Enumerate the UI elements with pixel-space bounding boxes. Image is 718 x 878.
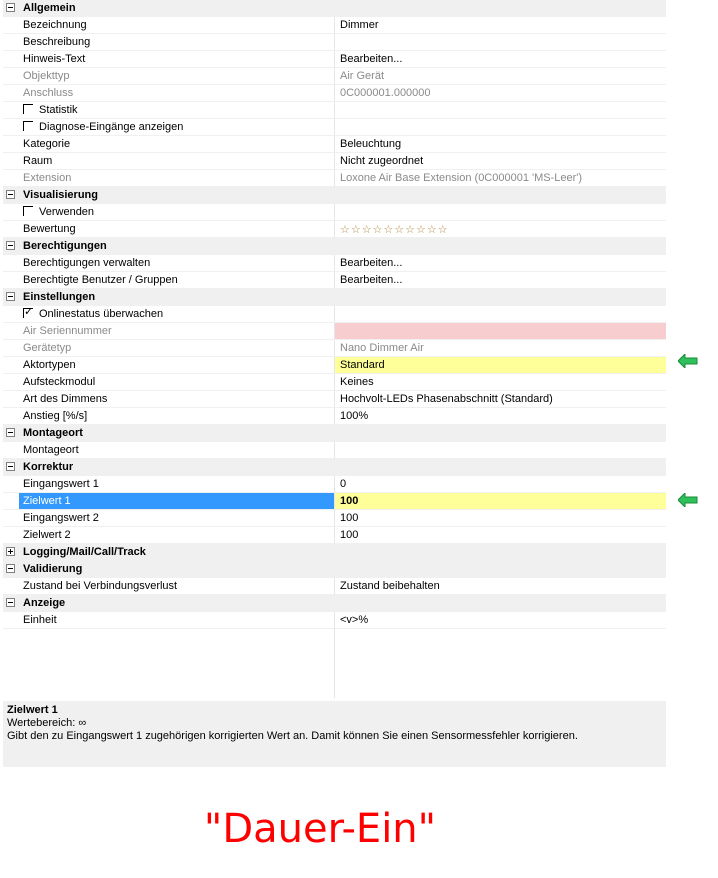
category-montageort[interactable] (3, 425, 666, 442)
property-row-onlinestatus-überwachen[interactable] (3, 306, 666, 323)
property-label-text: Zielwert 1 (23, 495, 71, 507)
property-label-text: Extension (23, 172, 72, 184)
property-label (19, 17, 334, 33)
category-visualisierung[interactable] (3, 187, 666, 204)
property-label-text: Verwenden (39, 206, 95, 218)
property-value[interactable]: 100 (334, 510, 666, 526)
property-row-diagnose-eingänge-anzeigen[interactable] (3, 119, 666, 136)
property-label (19, 391, 334, 407)
property-label (19, 323, 334, 339)
property-value[interactable]: Bearbeiten... (334, 272, 666, 288)
checkbox[interactable] (23, 308, 33, 318)
property-grid (3, 0, 666, 629)
category-title: Anzeige (23, 597, 66, 609)
category-korrektur[interactable] (3, 459, 666, 476)
property-label (19, 340, 334, 356)
property-label-text: Raum (23, 155, 53, 167)
property-value[interactable] (334, 102, 666, 118)
collapse-icon[interactable] (6, 190, 15, 199)
property-label-text: Eingangswert 2 (23, 512, 99, 524)
property-label-text: Statistik (39, 104, 78, 116)
category-title: Allgemein (23, 2, 76, 14)
checkbox[interactable] (23, 206, 33, 216)
property-label (19, 119, 334, 135)
collapse-icon[interactable] (6, 598, 15, 607)
property-value[interactable]: Standard (334, 357, 666, 373)
property-value (334, 323, 666, 339)
category-allgemein[interactable] (3, 0, 666, 17)
green-arrow-icon (678, 493, 698, 507)
property-label-text: Anstieg [%/s] (23, 410, 88, 422)
property-row-art-des-dimmens[interactable] (3, 391, 666, 408)
property-value[interactable]: 100 (334, 493, 666, 509)
property-label-text: Art des Dimmens (23, 393, 108, 405)
property-row-statistik[interactable] (3, 102, 666, 119)
property-row-zielwert-2[interactable] (3, 527, 666, 544)
property-row-gerätetyp[interactable] (3, 340, 666, 357)
category-anzeige[interactable] (3, 595, 666, 612)
rating-stars-icon[interactable]: ☆☆☆☆☆☆☆☆☆☆ (340, 224, 449, 236)
property-value[interactable]: Beleuchtung (334, 136, 666, 152)
expand-icon[interactable] (6, 547, 15, 556)
property-value[interactable]: 100 (334, 527, 666, 543)
property-label-text: Aufsteckmodul (23, 376, 96, 388)
property-label (19, 221, 334, 237)
property-label-text: Objekttyp (23, 70, 70, 82)
property-label (19, 51, 334, 67)
property-label-text: Zielwert 2 (23, 529, 71, 541)
property-label (19, 493, 334, 509)
property-label-text: Aktortypen (23, 359, 76, 371)
help-title: Zielwert 1 (7, 704, 58, 716)
property-row-beschreibung[interactable] (3, 34, 666, 51)
property-label (19, 510, 334, 526)
property-value[interactable]: 100% (334, 408, 666, 424)
property-label (19, 34, 334, 50)
property-row-anstieg-s[interactable] (3, 408, 666, 425)
property-value[interactable] (334, 34, 666, 50)
property-row-zustand-bei-verbindungsverlust[interactable] (3, 578, 666, 595)
property-label-text: Zustand bei Verbindungsverlust (23, 580, 178, 592)
green-arrow-icon (678, 354, 698, 368)
property-row-objekttyp[interactable] (3, 68, 666, 85)
property-value[interactable]: Hochvolt-LEDs Phasenabschnitt (Standard) (334, 391, 666, 407)
property-row-aufsteckmodul[interactable] (3, 374, 666, 391)
collapse-icon[interactable] (6, 428, 15, 437)
category-validierung[interactable] (3, 561, 666, 578)
property-row-berechtigte-benutzer-gruppen[interactable] (3, 272, 666, 289)
collapse-icon[interactable] (6, 292, 15, 301)
property-label-text: Bezeichnung (23, 19, 87, 31)
property-value[interactable]: Bearbeiten... (334, 51, 666, 67)
category-title: Logging/Mail/Call/Track (23, 546, 146, 558)
category-title: Visualisierung (23, 189, 98, 201)
property-label-text: Berechtigte Benutzer / Gruppen (23, 274, 178, 286)
property-value[interactable] (334, 204, 666, 220)
property-value[interactable] (334, 119, 666, 135)
property-label-text: Air Seriennummer (23, 325, 112, 337)
property-label-text: Anschluss (23, 87, 74, 99)
property-label-text: Beschreibung (23, 36, 91, 48)
property-row-aktortypen[interactable] (3, 357, 666, 374)
property-row-berechtigungen-verwalten[interactable] (3, 255, 666, 272)
caption-text: "Dauer-Ein" (203, 806, 437, 852)
property-value[interactable]: Zustand beibehalten (334, 578, 666, 594)
property-row-extension[interactable] (3, 170, 666, 187)
property-label (19, 153, 334, 169)
property-label (19, 578, 334, 594)
property-label-text: Kategorie (23, 138, 71, 150)
checkbox[interactable] (23, 104, 33, 114)
checkbox[interactable] (23, 121, 33, 131)
property-label (19, 306, 334, 322)
property-label-text: Diagnose-Eingänge anzeigen (39, 121, 184, 133)
property-value[interactable]: Bearbeiten... (334, 255, 666, 271)
help-range: Wertebereich: ∞ (7, 717, 87, 729)
property-value[interactable] (334, 306, 666, 322)
property-row-montageort[interactable] (3, 442, 666, 459)
property-label (19, 255, 334, 271)
property-label (19, 476, 334, 492)
property-label (19, 442, 334, 458)
property-label (19, 204, 334, 220)
property-label (19, 136, 334, 152)
property-value[interactable] (334, 221, 666, 237)
property-row-bezeichnung[interactable] (3, 17, 666, 34)
property-row-einheit[interactable] (3, 612, 666, 629)
property-label-text: Einheit (23, 614, 57, 626)
property-row-raum[interactable] (3, 153, 666, 170)
category-title: Einstellungen (23, 291, 96, 303)
property-label (19, 102, 334, 118)
property-label-text: Gerätetyp (23, 342, 72, 354)
property-value[interactable]: Nicht zugeordnet (334, 153, 666, 169)
category-title: Validierung (23, 563, 83, 575)
property-label (19, 68, 334, 84)
category-title: Korrektur (23, 461, 74, 473)
property-label (19, 170, 334, 186)
property-label (19, 272, 334, 288)
category-title: Montageort (23, 427, 83, 439)
property-label-text: Eingangswert 1 (23, 478, 99, 490)
property-grid-empty-area (3, 628, 666, 698)
help-description: Gibt den zu Eingangswert 1 zugehörigen korrigierten Wert an. Damit können Sie einen Sensormessfehler korrigieren. (7, 730, 578, 742)
property-value: Loxone Air Base Extension (0C000001 'MS-Leer') (334, 170, 666, 186)
property-value[interactable]: Dimmer (334, 17, 666, 33)
property-label-text: Berechtigungen verwalten (23, 257, 151, 269)
help-panel (3, 701, 666, 767)
property-label (19, 527, 334, 543)
property-row-anschluss[interactable] (3, 85, 666, 102)
property-value: 0C000001.000000 (334, 85, 666, 101)
property-label (19, 85, 334, 101)
property-label-text: Montageort (23, 444, 79, 456)
property-label (19, 357, 334, 373)
collapse-icon[interactable] (6, 462, 15, 471)
collapse-icon[interactable] (6, 3, 15, 12)
property-row-eingangswert-1[interactable] (3, 476, 666, 493)
collapse-icon[interactable] (6, 564, 15, 573)
property-label (19, 408, 334, 424)
property-label (19, 612, 334, 628)
property-value: Nano Dimmer Air (334, 340, 666, 356)
category-logging-mail-call-track[interactable] (3, 544, 666, 561)
category-berechtigungen[interactable] (3, 238, 666, 255)
category-einstellungen[interactable] (3, 289, 666, 306)
collapse-icon[interactable] (6, 241, 15, 250)
property-label-text: Hinweis-Text (23, 53, 86, 65)
property-row-air-seriennummer[interactable] (3, 323, 666, 340)
property-label-text: Onlinestatus überwachen (39, 308, 164, 320)
property-label-text: Bewertung (23, 223, 76, 235)
property-row-verwenden[interactable] (3, 204, 666, 221)
property-label (19, 374, 334, 390)
property-row-zielwert-1[interactable] (3, 493, 666, 510)
property-row-kategorie[interactable] (3, 136, 666, 153)
category-title: Berechtigungen (23, 240, 107, 252)
property-value: Air Gerät (334, 68, 666, 84)
property-value[interactable]: Keines (334, 374, 666, 390)
property-value[interactable] (334, 442, 666, 458)
property-row-hinweis-text[interactable] (3, 51, 666, 68)
property-row-eingangswert-2[interactable] (3, 510, 666, 527)
property-value[interactable]: 0 (334, 476, 666, 492)
property-row-bewertung[interactable] (3, 221, 666, 238)
property-value[interactable]: <v>% (334, 612, 666, 628)
